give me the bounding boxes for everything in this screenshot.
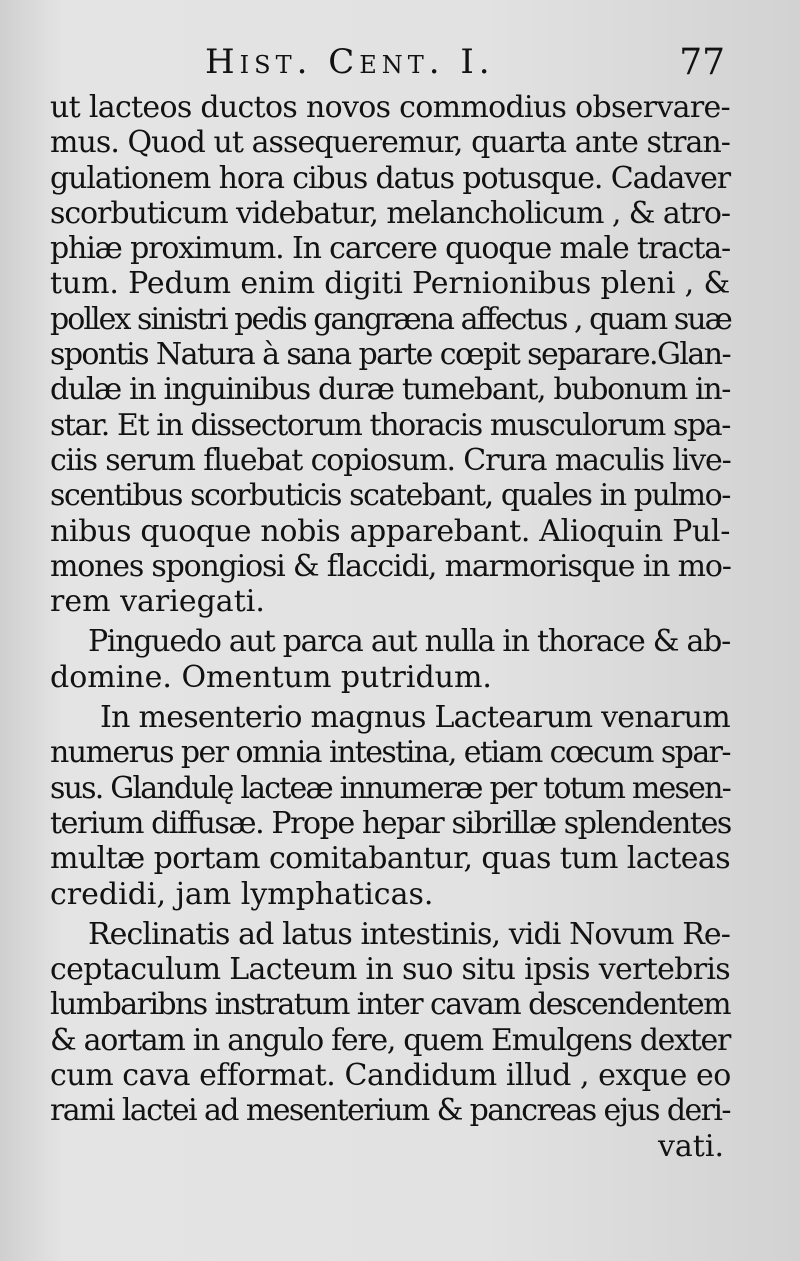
text-line: gulationem hora cibus datus potusque. Cadaver	[50, 160, 730, 196]
text-line: ceptaculum Lacteum in suo situ ipsis vertebris	[50, 952, 730, 988]
text-line: nibus quoque nobis apparebant. Alioquin Pul-	[50, 513, 730, 549]
text-line: ut lacteos ductos novos commodius observare-	[50, 90, 731, 125]
text-line: Reclinatis ad latus intestinis, vidi Novum Re-	[88, 916, 730, 952]
text-line: & aortam in angulo fere, quem Emulgens dexter	[50, 1022, 730, 1058]
text-line: rem variegati.	[50, 584, 265, 620]
paragraph-1	[50, 90, 730, 619]
page-header	[205, 42, 725, 92]
text-line: In mesenterio magnus Lactearum venarum	[100, 700, 730, 736]
text-line: credidi, jam lymphaticas.	[50, 876, 434, 912]
text-line: mones spongiosi & flaccidi, marmorisque in mo-	[50, 548, 731, 584]
text-line: terium diffusæ. Prope hepar sibrillæ splendentes	[50, 805, 731, 841]
text-line: scentibus scorbuticis scatebant, quales in pulmo-	[50, 478, 730, 514]
paragraph-4	[50, 917, 730, 1129]
text-line: domine. Omentum putridum.	[50, 659, 492, 695]
paragraph-3	[50, 700, 730, 912]
text-line: pollex sinistri pedis gangræna affectus , quam suæ	[50, 301, 731, 337]
text-line: ciis serum fluebat copiosum. Crura maculis live-	[50, 442, 731, 478]
text-line: phiæ proximum. In carcere quoque male tracta-	[50, 231, 730, 267]
running-head: Hist. Cent. I.	[205, 42, 495, 82]
text-line: scorbuticum videbatur, melancholicum , & atro-	[50, 195, 730, 231]
text-line: Pinguedo aut parca aut nulla in thorace & ab-	[88, 624, 730, 660]
catchword: vati.	[657, 1128, 724, 1164]
text-line: star. Et in dissectorum thoracis musculorum spa-	[50, 407, 730, 443]
paragraph-2	[50, 624, 730, 695]
text-line: spontis Natura à sana parte cœpit separare.Glan-	[50, 337, 730, 373]
text-line: tum. Pedum enim digiti Pernionibus pleni , &	[50, 266, 730, 302]
page-number: 77	[679, 42, 725, 83]
text-line: mus. Quod ut assequeremur, quarta ante stran-	[50, 125, 730, 161]
text-line: multæ portam comitabantur, quas tum lacteas	[50, 841, 730, 877]
text-line: sus. Glandulę lacteæ innumeræ per totum mesen-	[50, 770, 730, 806]
text-line: rami lactei ad mesenterium & pancreas ejus deri-	[50, 1093, 730, 1129]
text-line: dulæ in inguinibus duræ tumebant, bubonum in-	[50, 372, 730, 408]
body-text	[50, 90, 730, 1164]
text-line: lumbaribns instratum inter cavam descendentem	[50, 987, 730, 1023]
text-line: cum cava efformat. Candidum illud , exque eo	[50, 1058, 731, 1094]
text-line: numerus per omnia intestina, etiam cœcum spar-	[50, 735, 730, 771]
